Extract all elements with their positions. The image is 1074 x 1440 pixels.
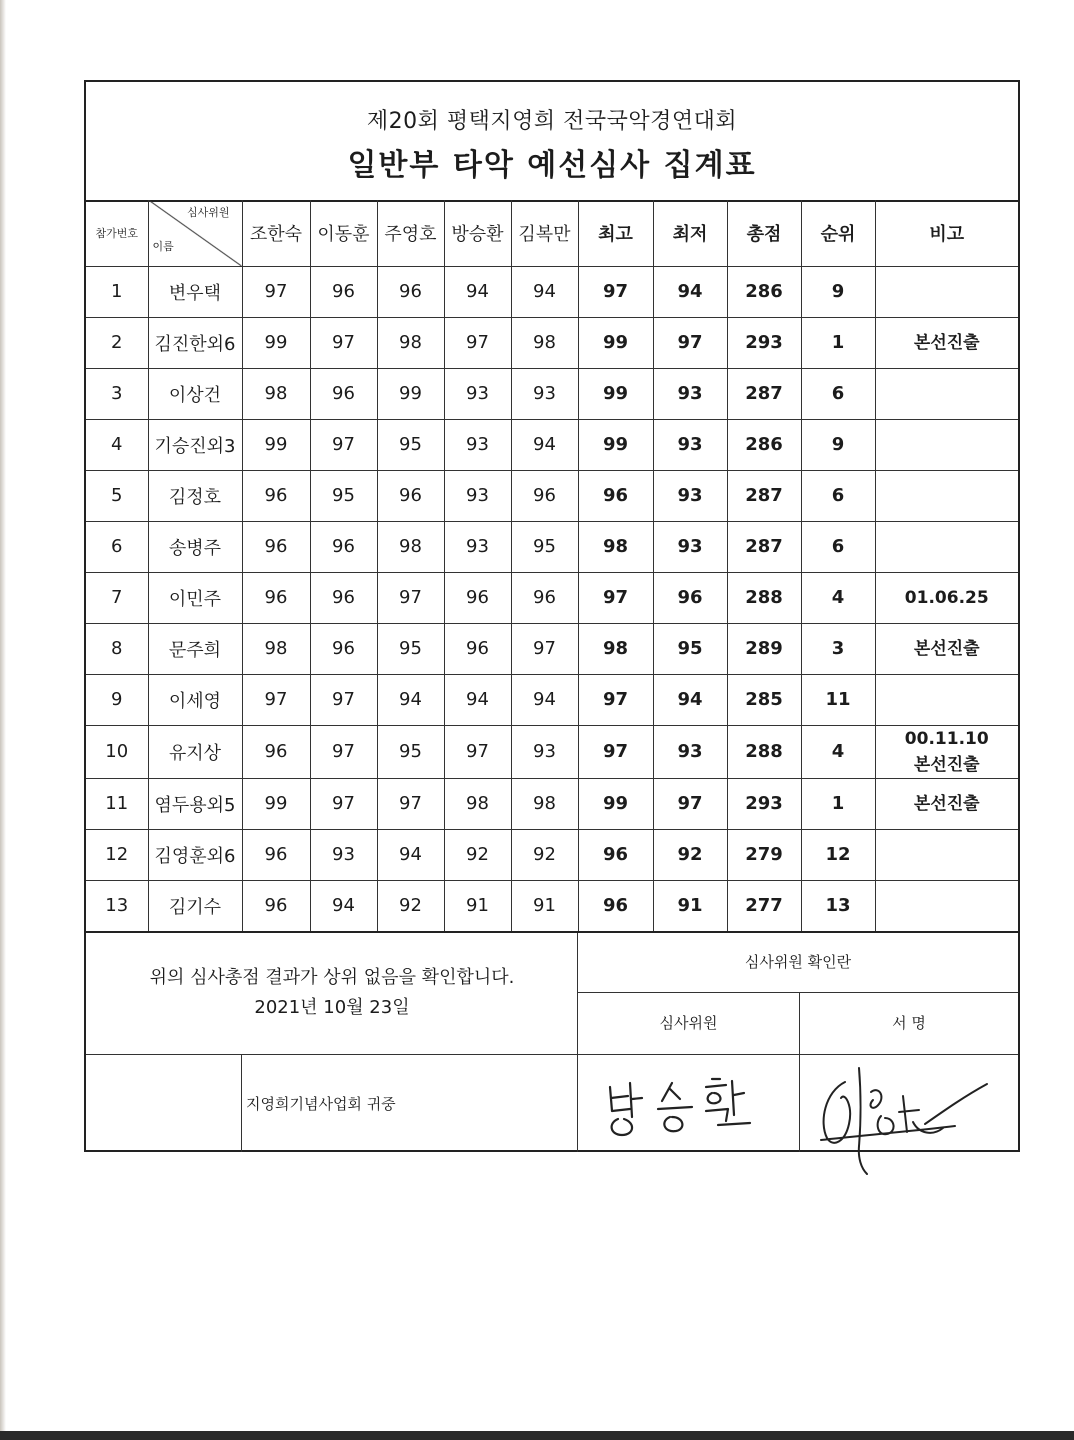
table-row: [86, 829, 1018, 880]
max-score: 98: [578, 623, 653, 674]
judge-2-score: 96: [310, 521, 377, 572]
entry-no-cell: 8: [86, 623, 148, 674]
entry-no-cell: 1: [86, 266, 148, 317]
judge-1-score: 99: [242, 317, 310, 368]
judge-1-score: 96: [242, 880, 310, 931]
page-edge-shadow: [0, 0, 6, 1440]
judge-5-score: 97: [511, 623, 578, 674]
max-score: 97: [578, 674, 653, 725]
total-score: 287: [727, 521, 801, 572]
judge-1-score: 99: [242, 419, 310, 470]
header-min: 최저: [653, 200, 727, 266]
table-row: [86, 778, 1018, 829]
remarks-cell: [875, 521, 1018, 572]
remark-line-1: 01.06.25: [904, 587, 989, 608]
competition-subtitle: 제20회 평택지영희 전국국악경연대회: [366, 109, 738, 134]
judge-1-score: 98: [242, 368, 310, 419]
judge-3-score: 95: [377, 623, 444, 674]
judge-5-score: 95: [511, 521, 578, 572]
judge-3-score: 94: [377, 674, 444, 725]
name-cell: 김정호: [148, 470, 242, 521]
judge-3-score: 98: [377, 521, 444, 572]
entry-no-cell: 12: [86, 829, 148, 880]
max-score: 96: [578, 470, 653, 521]
rank-cell: 1: [801, 317, 875, 368]
header-rank: 순위: [801, 200, 875, 266]
max-score: 99: [578, 778, 653, 829]
name-cell: 기승진외3: [148, 419, 242, 470]
remarks-cell: [875, 368, 1018, 419]
remark-line-2: 본선진출: [913, 754, 980, 775]
remarks-cell: [875, 317, 1018, 368]
judge-2-score: 93: [310, 829, 377, 880]
judge-5-score: 94: [511, 674, 578, 725]
judge-5-score: 94: [511, 266, 578, 317]
judge-4-score: 93: [444, 470, 511, 521]
judge-1-score: 99: [242, 778, 310, 829]
judge-5-score: 98: [511, 778, 578, 829]
judge-4-score: 94: [444, 266, 511, 317]
total-score: 279: [727, 829, 801, 880]
judge-3-score: 97: [377, 778, 444, 829]
judge-confirm-title: [578, 933, 1018, 993]
judge-2-score: 96: [310, 266, 377, 317]
min-score: 95: [653, 623, 727, 674]
judge-4-score: 97: [444, 725, 511, 778]
confirmation-box: [86, 933, 578, 1055]
name-cell: 송병주: [148, 521, 242, 572]
judge-2-score: 97: [310, 317, 377, 368]
entry-no-cell: 4: [86, 419, 148, 470]
judge-2-score: 96: [310, 572, 377, 623]
max-score: 99: [578, 419, 653, 470]
judge-4-score: 97: [444, 317, 511, 368]
judge-2-score: 97: [310, 778, 377, 829]
header-judge-4: 방승환: [444, 200, 511, 266]
table-row: [86, 266, 1018, 317]
entry-no-cell: 3: [86, 368, 148, 419]
total-score: 286: [727, 266, 801, 317]
total-score: 288: [727, 572, 801, 623]
rank-cell: 9: [801, 266, 875, 317]
name-cell: 염두용외5: [148, 778, 242, 829]
max-score: 98: [578, 521, 653, 572]
name-cell: 김영훈외6: [148, 829, 242, 880]
max-score: 97: [578, 572, 653, 623]
judge-2-score: 96: [310, 623, 377, 674]
judge-1-score: 96: [242, 521, 310, 572]
judge-2-score: 96: [310, 368, 377, 419]
judge-4-score: 91: [444, 880, 511, 931]
sheet-title: 일반부 타악 예선심사 집계표: [347, 148, 757, 183]
judge-4-score: 93: [444, 368, 511, 419]
handwritten-name: [600, 1065, 780, 1145]
name-cell: 유지상: [148, 725, 242, 778]
min-score: 97: [653, 778, 727, 829]
judge-3-score: 97: [377, 572, 444, 623]
remarks-cell: [875, 880, 1018, 931]
name-cell: 이민주: [148, 572, 242, 623]
rank-cell: 4: [801, 725, 875, 778]
judge-5-score: 98: [511, 317, 578, 368]
judge-2-score: 94: [310, 880, 377, 931]
rank-cell: 11: [801, 674, 875, 725]
judge-3-score: 94: [377, 829, 444, 880]
entry-no-cell: 2: [86, 317, 148, 368]
rank-cell: 9: [801, 419, 875, 470]
judge-4-score: 93: [444, 419, 511, 470]
max-score: 99: [578, 317, 653, 368]
entry-no-cell: 7: [86, 572, 148, 623]
rank-cell: 6: [801, 470, 875, 521]
header-judges-label: 심사위원: [186, 206, 230, 219]
judge-1-score: 98: [242, 623, 310, 674]
remark-line-1: 본선진출: [913, 332, 980, 353]
min-score: 91: [653, 880, 727, 931]
judge-2-score: 97: [310, 419, 377, 470]
judge-2-score: 97: [310, 674, 377, 725]
total-score: 289: [727, 623, 801, 674]
header-remarks: 비고: [875, 200, 1018, 266]
judge-1-score: 96: [242, 470, 310, 521]
judge-1-score: 96: [242, 725, 310, 778]
rank-cell: 4: [801, 572, 875, 623]
remarks-cell: [875, 470, 1018, 521]
remarks-cell: [875, 572, 1018, 623]
judge-5-score: 92: [511, 829, 578, 880]
total-score: 293: [727, 778, 801, 829]
judge-1-score: 96: [242, 572, 310, 623]
table-row: [86, 317, 1018, 368]
table-row: [86, 470, 1018, 521]
judge-3-score: 99: [377, 368, 444, 419]
judge-5-score: 94: [511, 419, 578, 470]
table-row: [86, 725, 1018, 778]
name-cell: 이상건: [148, 368, 242, 419]
judge-4-score: 98: [444, 778, 511, 829]
min-score: 97: [653, 317, 727, 368]
judge-5-score: 93: [511, 368, 578, 419]
score-sheet: [84, 80, 1020, 1152]
rank-cell: 12: [801, 829, 875, 880]
sign-label-cell: [800, 993, 1018, 1055]
name-cell: 김기수: [148, 880, 242, 931]
header-judge-3: 주영호: [377, 200, 444, 266]
judge-3-score: 96: [377, 470, 444, 521]
table-row: [86, 368, 1018, 419]
entry-no-cell: 10: [86, 725, 148, 778]
judge-5-score: 93: [511, 725, 578, 778]
recipient-cell: [242, 1055, 578, 1152]
entry-no-cell: 5: [86, 470, 148, 521]
rank-cell: 3: [801, 623, 875, 674]
remark-line-1: 00.11.10: [904, 728, 989, 749]
header-max: 최고: [578, 200, 653, 266]
confirmation-text: 위의 심사총점 결과가 상위 없음을 확인합니다.: [149, 967, 515, 988]
entry-no-cell: 11: [86, 778, 148, 829]
judge-2-score: 95: [310, 470, 377, 521]
header-entry-no: 참가번호: [86, 200, 148, 266]
table-row: [86, 521, 1018, 572]
max-score: 96: [578, 880, 653, 931]
judge-4-score: 92: [444, 829, 511, 880]
min-score: 94: [653, 674, 727, 725]
table-row: [86, 880, 1018, 931]
entry-no-cell: 9: [86, 674, 148, 725]
min-score: 92: [653, 829, 727, 880]
sign-label: 서 명: [892, 1014, 926, 1032]
min-score: 96: [653, 572, 727, 623]
confirmation-date: 2021년 10월 23일: [254, 997, 410, 1018]
total-score: 277: [727, 880, 801, 931]
min-score: 94: [653, 266, 727, 317]
judge-3-score: 92: [377, 880, 444, 931]
judge-5-score: 96: [511, 572, 578, 623]
max-score: 99: [578, 368, 653, 419]
remarks-cell: [875, 419, 1018, 470]
judge-3-score: 98: [377, 317, 444, 368]
name-cell: 김진한외6: [148, 317, 242, 368]
remarks-cell: [875, 674, 1018, 725]
max-score: 97: [578, 266, 653, 317]
judge-4-score: 93: [444, 521, 511, 572]
judge-3-score: 95: [377, 419, 444, 470]
min-score: 93: [653, 368, 727, 419]
total-score: 287: [727, 368, 801, 419]
total-score: 293: [727, 317, 801, 368]
rank-cell: 13: [801, 880, 875, 931]
min-score: 93: [653, 725, 727, 778]
judge-confirm-title-text: 심사위원 확인란: [744, 953, 852, 971]
judge-4-score: 96: [444, 572, 511, 623]
table-row: [86, 623, 1018, 674]
rank-cell: 6: [801, 521, 875, 572]
judge-5-score: 91: [511, 880, 578, 931]
header-judge-1: 조한숙: [242, 200, 310, 266]
header-judge-2: 이동훈: [310, 200, 377, 266]
sheet-header: [86, 82, 1018, 202]
table-row: [86, 674, 1018, 725]
header-name-label: 이름: [152, 239, 174, 253]
judge-5-score: 96: [511, 470, 578, 521]
total-score: 285: [727, 674, 801, 725]
judge-1-score: 96: [242, 829, 310, 880]
blank-cell: [86, 1055, 242, 1152]
remark-line-1: 본선진출: [913, 793, 980, 814]
judge-3-score: 96: [377, 266, 444, 317]
total-score: 286: [727, 419, 801, 470]
entry-no-cell: 13: [86, 880, 148, 931]
name-cell: 이세영: [148, 674, 242, 725]
remark-line-1: 본선진출: [913, 638, 980, 659]
table-row: [86, 419, 1018, 470]
judge-name-signature-cell: [578, 1055, 800, 1152]
rank-cell: 1: [801, 778, 875, 829]
judge-1-score: 97: [242, 266, 310, 317]
remarks-cell: [875, 829, 1018, 880]
rank-cell: 6: [801, 368, 875, 419]
entry-no-cell: 6: [86, 521, 148, 572]
name-cell: 문주희: [148, 623, 242, 674]
table-row: [86, 572, 1018, 623]
judge-label-cell: [578, 993, 800, 1055]
remarks-cell: [875, 778, 1018, 829]
judge-label: 심사위원: [659, 1014, 718, 1032]
judge-3-score: 95: [377, 725, 444, 778]
total-score: 288: [727, 725, 801, 778]
judge-2-score: 97: [310, 725, 377, 778]
max-score: 96: [578, 829, 653, 880]
header-total: 총점: [727, 200, 801, 266]
remarks-cell: [875, 623, 1018, 674]
judge-signature: [815, 1062, 995, 1182]
header-judge-5: 김복만: [511, 200, 578, 266]
header-judge-name-split: [148, 200, 242, 266]
min-score: 93: [653, 419, 727, 470]
recipient-text: 지영희기념사업회 귀중: [246, 1095, 396, 1113]
remarks-cell: [875, 725, 1018, 778]
max-score: 97: [578, 725, 653, 778]
judge-4-score: 94: [444, 674, 511, 725]
score-table: [86, 200, 1018, 932]
judge-4-score: 96: [444, 623, 511, 674]
bottom-bar: [0, 1431, 1074, 1440]
total-score: 287: [727, 470, 801, 521]
min-score: 93: [653, 470, 727, 521]
name-cell: 변우택: [148, 266, 242, 317]
judge-1-score: 97: [242, 674, 310, 725]
min-score: 93: [653, 521, 727, 572]
remarks-cell: [875, 266, 1018, 317]
table-header-row: [86, 200, 1018, 266]
